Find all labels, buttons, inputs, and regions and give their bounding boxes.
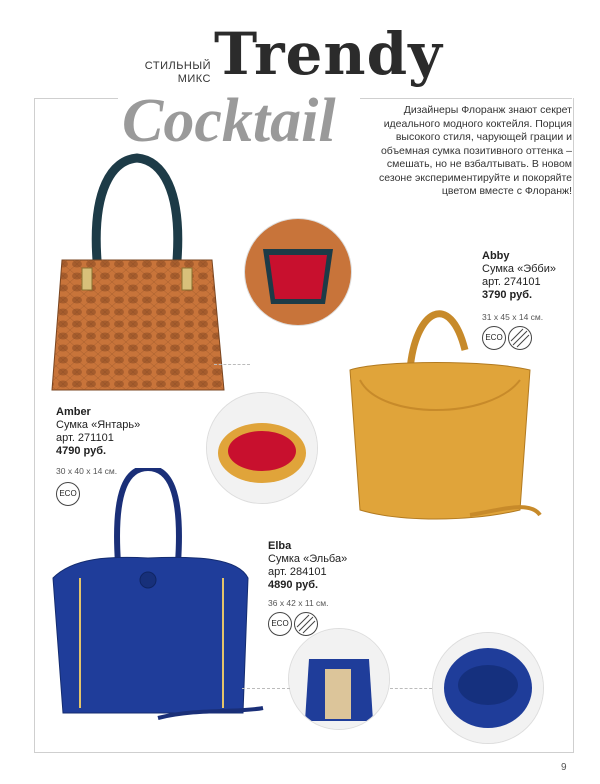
elba-detail-connector-2 [390,688,432,689]
elba-detail-connector [242,688,290,689]
amber-interior-detail-image [244,218,352,326]
elba-eco-badge: ECO [268,612,292,636]
abby-dimensions: 31 x 45 x 14 см. [482,312,544,322]
page-title-script: Cocktail [122,87,336,155]
intro-paragraph: Дизайнеры Флоранж знают секрет идеального модного коктейля. Порция высокого стиля, чарующей грации и объемная сумка позитивного оттенка – смешать, но не взбалтывать. В новом сезоне экспериментируйте и покоряйте цветом вместе с Флоранж! [379,104,572,197]
page-title: Trendy [214,20,443,88]
abby-no-leather-icon [508,326,532,350]
elba-info [268,540,347,592]
elba-sku: арт. 284101 [268,566,327,578]
subtitle-line-2: МИКС [177,73,211,85]
amber-eco-badge: ECO [56,482,80,506]
amber-price: 4790 руб. [56,445,107,457]
abby-sku: арт. 274101 [482,276,541,288]
amber-title: Сумка «Янтарь» [56,419,141,431]
elba-bag-image [48,468,273,748]
elba-no-leather-icon [294,612,318,636]
abby-price: 3790 руб. [482,289,533,301]
abby-interior-detail-image [206,392,318,504]
abby-eco-badge: ECO [482,326,506,350]
abby-info [482,250,556,302]
page-number: 9 [561,762,567,773]
header-subtitle [131,60,211,86]
subtitle-line-1: СТИЛЬНЫЙ [144,60,211,72]
amber-dimensions: 30 x 40 x 14 см. [56,466,118,476]
abby-name: Abby [482,250,510,262]
elba-title: Сумка «Эльба» [268,553,348,565]
amber-info [56,406,140,458]
elba-price: 4890 руб. [268,579,319,591]
elba-name: Elba [268,540,292,552]
amber-detail-connector [214,364,250,365]
amber-bag-image [42,150,232,400]
amber-name: Amber [56,406,91,418]
elba-interior-detail-image [432,632,544,744]
elba-dimensions: 36 x 42 x 11 см. [268,598,329,608]
elba-side-detail-image [288,628,390,730]
abby-title: Сумка «Эбби» [482,263,556,275]
amber-sku: арт. 271101 [56,432,114,444]
